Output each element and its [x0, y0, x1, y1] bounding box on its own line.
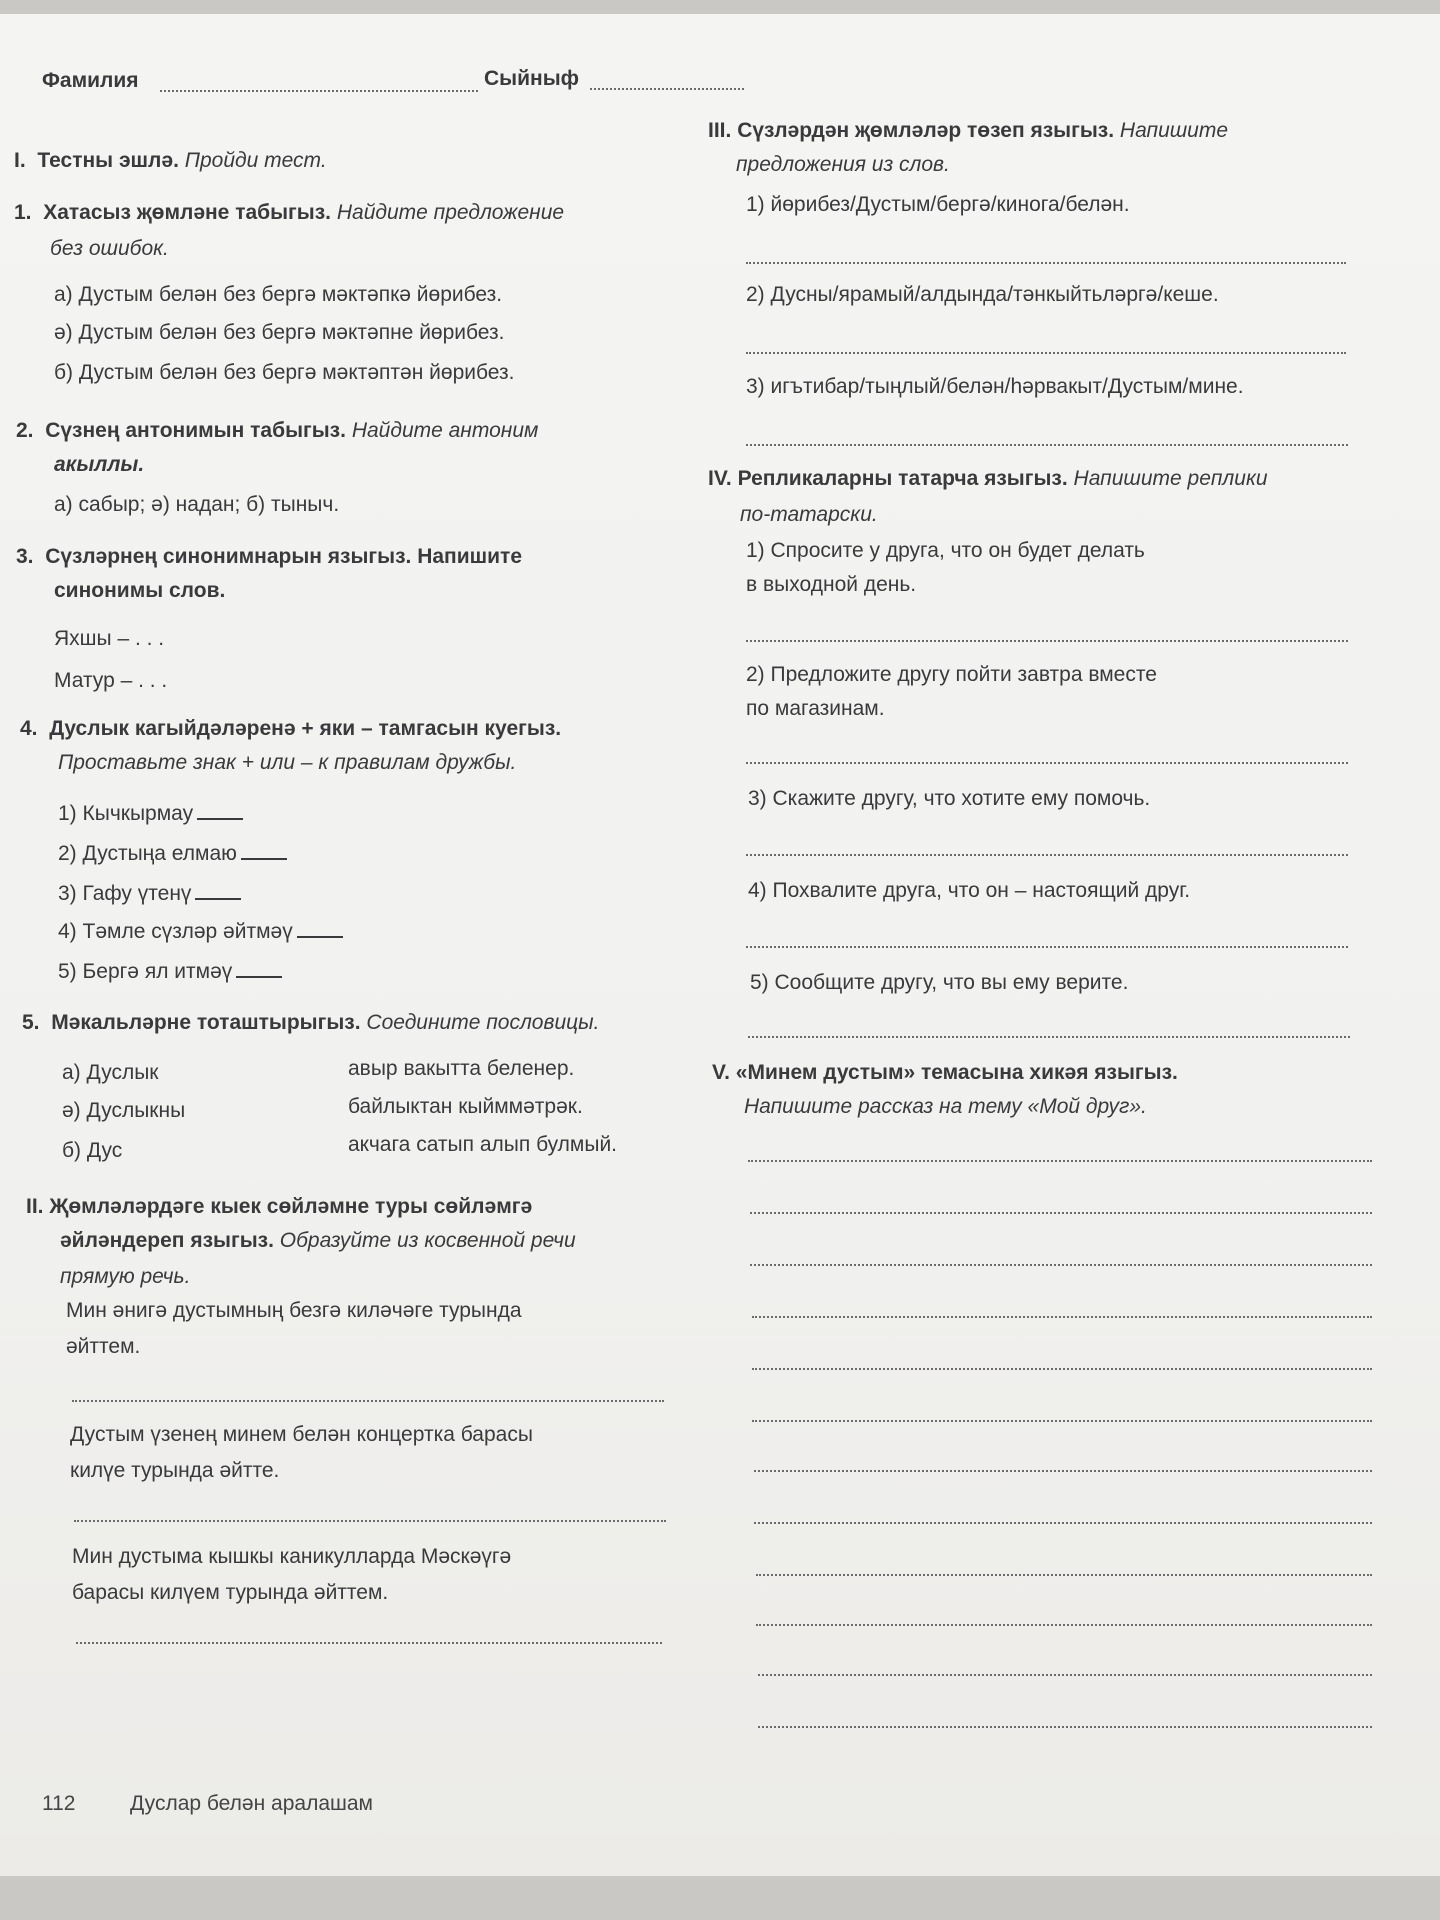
sec3-answer-line-1[interactable] [746, 262, 1346, 264]
sec2-answer-line-2[interactable] [74, 1520, 666, 1522]
sec3-item-1: 1) йөрибез/Дустым/бергә/кинога/белән. [746, 193, 1130, 216]
surname-answer-line[interactable] [160, 90, 478, 92]
q4-answer-blank[interactable] [197, 800, 243, 820]
q3-item-matur: Матур – . . . [54, 669, 168, 692]
q5-left-ae: ә) Дуслыкны [62, 1099, 186, 1122]
sec2-sentence-1-line-2: әйттем. [66, 1335, 141, 1358]
q1-heading-cont: без ошибок. [50, 237, 169, 260]
q5-heading: 5. Мәкальләрне тоташтырыгыз. Соедините пословицы. [22, 1011, 600, 1034]
q4-heading-ru: Проставьте знак + или – к правилам дружбы. [58, 751, 517, 774]
q5-right-1: авыр вакытта беленер. [348, 1057, 575, 1080]
section-3-heading-cont: предложения из слов. [736, 153, 950, 176]
q4-answer-blank[interactable] [236, 958, 282, 978]
q5-left-b: б) Дус [62, 1139, 123, 1162]
q1-option-a: а) Дустым белән без бергә мәктәпкә йөрибез. [54, 283, 503, 306]
story-line[interactable] [752, 1316, 1372, 1318]
q3-heading-cont: синонимы слов. [54, 579, 226, 602]
section-2-heading-cont: әйләндереп языгыз. Образуйте из косвенной речи [60, 1229, 576, 1252]
sec4-item-2-line-2: по магазинам. [746, 697, 885, 720]
q4-item-5: 5) Бергә ял итмәү [58, 958, 282, 985]
story-line[interactable] [754, 1470, 1372, 1472]
sec3-item-3: 3) игътибар/тыңлый/белән/һәрвакыт/Дустым/мине. [746, 375, 1244, 398]
story-line[interactable] [754, 1522, 1372, 1524]
q4-answer-blank[interactable] [241, 840, 287, 860]
sec4-item-3: 3) Скажите другу, что хотите ему помочь. [748, 787, 1151, 810]
sec4-answer-line-2[interactable] [746, 762, 1348, 764]
section-4-heading-cont: по-татарски. [740, 503, 878, 526]
sec4-item-2-line-1: 2) Предложите другу пойти завтра вместе [746, 663, 1157, 686]
sec3-answer-line-2[interactable] [746, 352, 1346, 354]
q1-heading: 1. Хатасыз җөмләне табыгыз. Найдите предложение [14, 201, 565, 224]
q5-left-a: а) Дуслык [62, 1061, 159, 1084]
sec4-answer-line-5[interactable] [748, 1036, 1350, 1038]
sec2-sentence-1-line-1: Мин әнигә дустымның безгә киләчәге турында [66, 1299, 522, 1322]
sec4-answer-line-1[interactable] [746, 640, 1348, 642]
sec3-item-2: 2) Дусны/ярамый/алдында/тәнкыйтьләргә/кеше. [746, 283, 1219, 306]
section-5-heading: V. «Минем дустым» темасына хикәя языгыз. [712, 1061, 1178, 1084]
q4-answer-blank[interactable] [297, 918, 343, 938]
q1-option-b: б) Дустым белән без бергә мәктәптән йөрибез. [54, 361, 515, 384]
sec4-answer-line-3[interactable] [746, 854, 1348, 856]
sec3-answer-line-3[interactable] [746, 444, 1348, 446]
q5-right-3: акчага сатып алып булмый. [348, 1133, 618, 1156]
running-title: Дуслар белән аралашам [130, 1792, 373, 1815]
story-line[interactable] [750, 1212, 1372, 1214]
q2-heading: 2. Сүзнең антонимын табыгыз. Найдите антоним [16, 419, 539, 442]
q3-heading: 3. Сүзләрнең синонимнарын языгыз. Напишите [16, 545, 523, 568]
sec4-item-1-line-1: 1) Спросите у друга, что он будет делать [746, 539, 1145, 562]
story-line[interactable] [758, 1674, 1372, 1676]
sec2-sentence-3-line-1: Мин дустыма кышкы каникулларда Мәскәүгә [72, 1545, 512, 1568]
section-4-heading: IV. Репликаларны татарча языгыз. Напишите реплики [708, 467, 1268, 490]
worksheet-page [0, 14, 1440, 1876]
q4-heading: 4. Дуслык кагыйдәләренә + яки – тамгасын куегыз. [20, 717, 562, 740]
section-2-heading: II. Җөмләләрдәге кыек сөйләмне туры сөйләмгә [26, 1195, 533, 1218]
page-number: 112 [42, 1792, 76, 1815]
section-3-heading: III. Сүзләрдән җөмләләр төзеп языгыз. Напишите [708, 119, 1229, 142]
story-line[interactable] [758, 1726, 1372, 1728]
q4-answer-blank[interactable] [195, 880, 241, 900]
q2-word: акыллы. [54, 453, 145, 476]
class-label: Сыйныф [484, 67, 580, 90]
q5-right-2: байлыктан кыйммәтрәк. [348, 1095, 583, 1118]
sec2-sentence-3-line-2: барасы килүем турында әйттем. [72, 1581, 389, 1604]
story-line[interactable] [752, 1368, 1372, 1370]
sec2-sentence-2-line-1: Дустым үзенең минем белән концертка барасы [70, 1423, 533, 1446]
sec4-item-1-line-2: в выходной день. [746, 573, 917, 596]
sec2-answer-line-1[interactable] [72, 1400, 664, 1402]
q4-item-4: 4) Тәмле сүзләр әйтмәү [58, 918, 343, 945]
story-line[interactable] [756, 1624, 1372, 1626]
sec4-item-4: 4) Похвалите друга, что он – настоящий друг. [748, 879, 1191, 902]
surname-label: Фамилия [42, 69, 139, 92]
section-1-heading: I. Тестны эшлә. Пройди тест. [14, 149, 327, 172]
story-line[interactable] [752, 1420, 1372, 1422]
section-5-heading-ru: Напишите рассказ на тему «Мой друг». [744, 1095, 1147, 1118]
sec4-item-5: 5) Сообщите другу, что вы ему верите. [750, 971, 1129, 994]
story-line[interactable] [750, 1264, 1372, 1266]
q4-item-3: 3) Гафу үтенү [58, 880, 241, 907]
story-line[interactable] [748, 1160, 1372, 1162]
sec2-sentence-2-line-2: килүе турында әйтте. [70, 1459, 280, 1482]
sec2-answer-line-3[interactable] [76, 1642, 662, 1644]
q1-option-ae: ә) Дустым белән без бергә мәктәпне йөрибез. [54, 321, 505, 344]
q2-options: а) сабыр; ә) надан; б) тыныч. [54, 493, 340, 516]
section-2-heading-ru-cont: прямую речь. [60, 1265, 191, 1288]
class-answer-line[interactable] [590, 88, 744, 90]
q4-item-2: 2) Дустыңа елмаю [58, 840, 287, 867]
story-line[interactable] [756, 1574, 1372, 1576]
sec4-answer-line-4[interactable] [746, 946, 1348, 948]
q4-item-1: 1) Кычкырмау [58, 800, 243, 827]
q3-item-yakhshy: Яхшы – . . . [54, 627, 165, 650]
